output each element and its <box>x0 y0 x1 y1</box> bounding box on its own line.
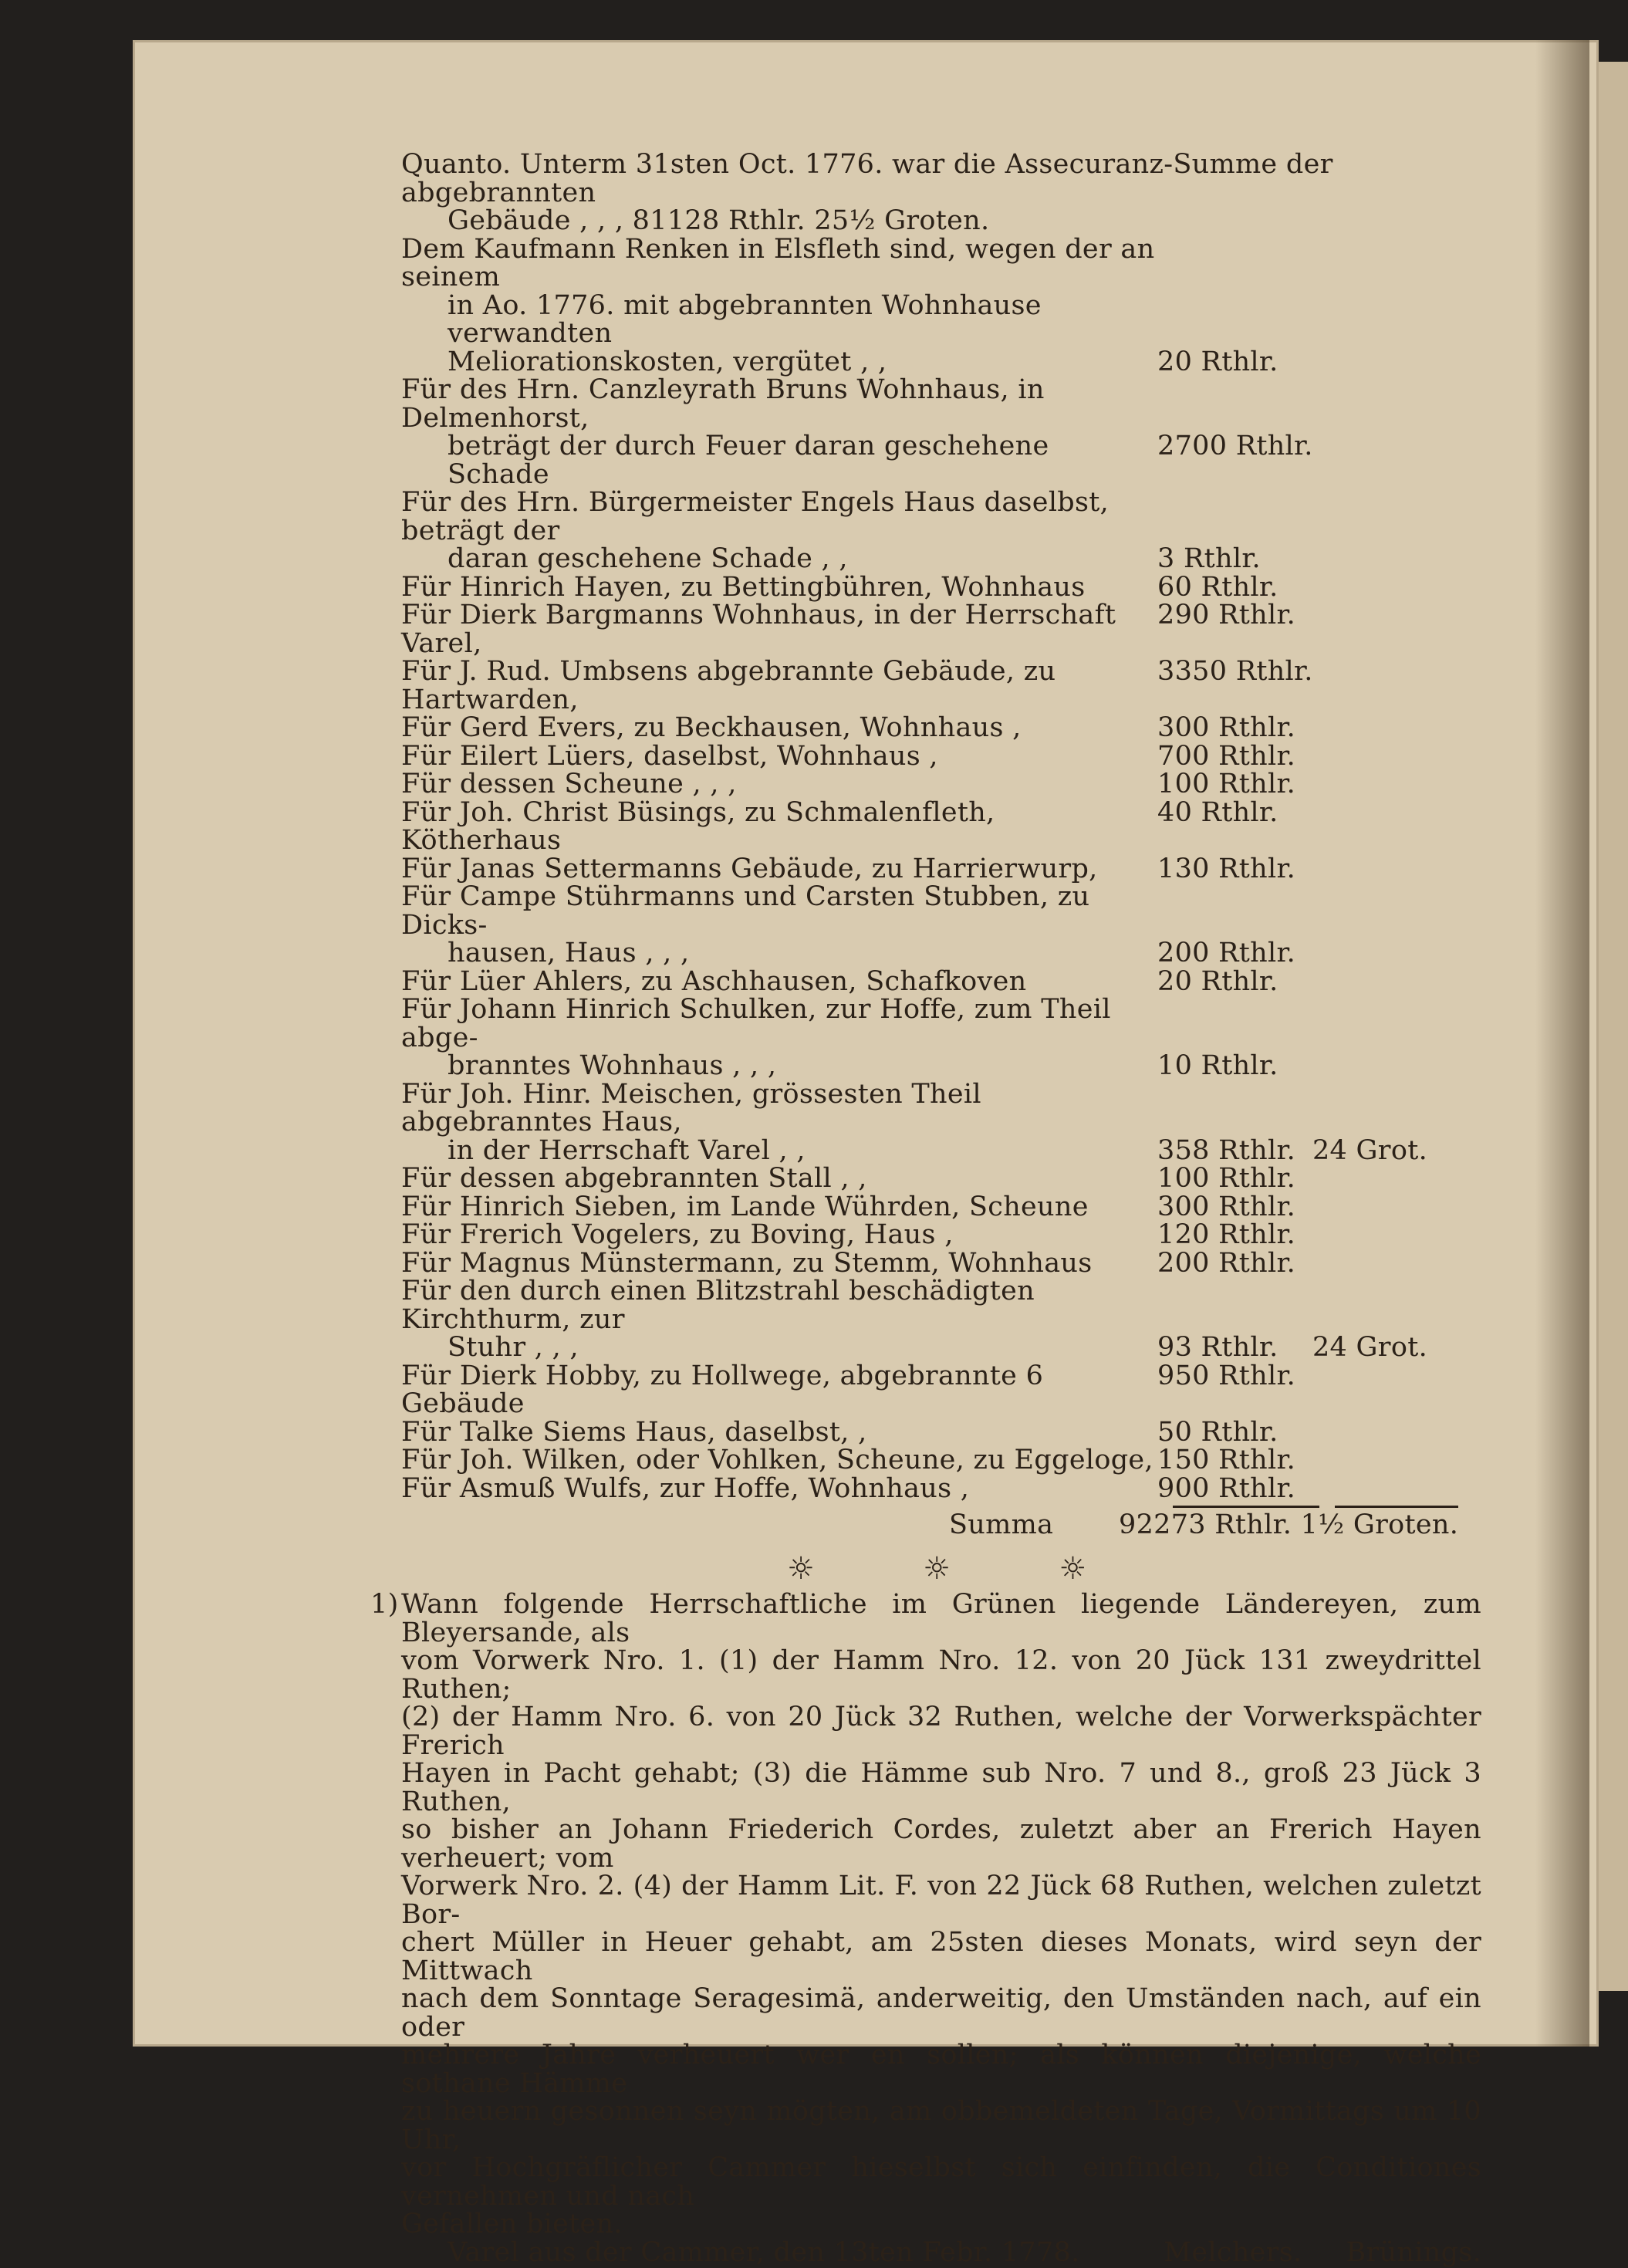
entry <box>401 770 1481 799</box>
entry <box>401 855 1481 884</box>
entry <box>401 1221 1481 1249</box>
rule-extra <box>1335 1506 1458 1508</box>
summa-amount: 92273 Rthlr. 1½ Groten. <box>1119 1509 1459 1540</box>
entry-line-row <box>401 573 1481 602</box>
entry <box>401 1249 1481 1278</box>
signature-2: Brünings. <box>1346 2236 1481 2268</box>
entry-text: Für dessen abgebrannten Stall , , <box>401 1163 867 1194</box>
entry-amount: 40 Rthlr. <box>1157 796 1278 828</box>
entry <box>401 1164 1481 1193</box>
entry-text: Für Dierk Bargmanns Wohnhaus, in der Herrschaft Varel, <box>401 600 1116 659</box>
entry-text: Dem Kaufmann Renken in Elsfleth sind, wegen der an seinem <box>401 233 1155 292</box>
entry-line-row <box>401 1472 1481 1504</box>
entry-text: daran geschehene Schade , , <box>448 543 848 574</box>
entry-text: Für Dierk Hobby, zu Hollwege, abgebrannte 6 Gebäude <box>401 1360 1044 1419</box>
notice-line: Vorwerk Nro. 2. (4) der Hamm Lit. F. von 22 Jück 68 Ruthen, welchen zuletzt Bor- <box>401 1871 1481 1930</box>
entry-text: Für Janas Settermanns Gebäude, zu Harrierwurp, <box>401 853 1098 884</box>
notice-line: nach dem Sonntage Seragesimä, anderweitig, den Umständen nach, auf ein oder <box>401 1983 1481 2043</box>
entry-amount: 358 Rthlr. <box>1157 1134 1296 1166</box>
entry-text: Für Magnus Münstermann, zu Stemm, Wohnhaus <box>401 1247 1093 1279</box>
entry-amount: 120 Rthlr. <box>1157 1219 1296 1250</box>
intro-line-2: Gebäude , , , 81128 Rthlr. 25½ Groten. <box>448 205 990 236</box>
entry-line-row <box>401 488 1481 545</box>
summa-rules <box>401 1506 1481 1508</box>
entry-line-row <box>401 1249 1481 1278</box>
summa-row <box>401 1511 1481 1540</box>
entry-text: Für Gerd Evers, zu Beckhausen, Wohnhaus , <box>401 712 1022 743</box>
entry-amount: 50 Rthlr. <box>1157 1416 1278 1448</box>
entry <box>401 995 1481 1080</box>
entry <box>401 601 1481 657</box>
notice-lines <box>401 1590 1481 2239</box>
notice-line: Hayen in Pacht gehabt; (3) die Hämme sub Nro. 7 und 8., groß 23 Jück 3 Ruthen, <box>401 1758 1481 1817</box>
entry-amount: 20 Rthlr. <box>1157 965 1278 997</box>
entry <box>401 1080 1481 1165</box>
entry-line-row <box>401 235 1481 292</box>
notice-line: so bisher an Johann Friederich Cordes, zuletzt aber an Frerich Hayen verheuert; vom <box>401 1814 1481 1874</box>
entry-text: Für des Hrn. Bürgermeister Engels Haus daselbst, beträgt der <box>401 487 1110 546</box>
entry-amount: 300 Rthlr. <box>1157 1191 1296 1222</box>
entry-text: Für Lüer Ahlers, zu Aschhausen, Schafkoven <box>401 965 1027 997</box>
entry-line-row <box>401 289 1481 349</box>
entry-amount: 900 Rthlr. <box>1157 1472 1296 1504</box>
entry-line-row <box>401 1446 1481 1475</box>
entry-groten: 24 Grot. <box>1312 1332 1427 1363</box>
entry-text: Für Asmuß Wulfs, zur Hoffe, Wohnhaus , <box>401 1472 970 1504</box>
entry <box>401 883 1481 968</box>
entry <box>401 1472 1481 1504</box>
entry <box>401 573 1481 602</box>
entry-line-row <box>401 348 1481 377</box>
notice-line: mehrere Jahre verheuert wer en sollen; als können diejenige, welche sothane Hämme <box>401 2040 1481 2099</box>
notice-line: Wann folgende Herrschaftliche im Grünen liegende Ländereyen, zum Bleyersande, als <box>401 1589 1481 1648</box>
intro-line-1: Quanto. Unterm 31sten Oct. 1776. war die Assecuranz-Summe der abgebrannten <box>401 149 1333 208</box>
notice-section <box>370 1589 1481 2268</box>
page-gutter-shadow <box>1535 40 1589 2047</box>
notice-line: vor Hochgräflicher Cammer hieselbst sich einfinden, die Conditiones vernehmen und nach <box>401 2152 1481 2212</box>
entry-text: Für Eilert Lüers, daselbst, Wohnhaus , <box>401 740 938 772</box>
entry-text: Für dessen Scheune , , , <box>401 769 737 799</box>
entry <box>401 657 1481 714</box>
entry <box>401 1418 1481 1447</box>
entry-line-row <box>401 432 1481 488</box>
entry-amount: 3 Rthlr. <box>1157 543 1261 574</box>
entry-text: Für Joh. Christ Büsings, zu Schmalenfleth, Kötherhaus <box>401 796 995 856</box>
entry <box>401 796 1481 856</box>
entry-text: Für Hinrich Sieben, im Lande Wührden, Scheune <box>401 1191 1089 1222</box>
entry-amount: 20 Rthlr. <box>1157 346 1278 377</box>
entry-amount: 290 Rthlr. <box>1157 600 1296 630</box>
entry-amount: 150 Rthlr. <box>1157 1445 1296 1475</box>
entry-line-row <box>401 965 1481 997</box>
notice-line: (2) der Hamm Nro. 6. von 20 Jück 32 Ruthen, welche der Vorwerkspächter Frerich <box>401 1702 1481 1761</box>
entry-amount: 130 Rthlr. <box>1157 853 1296 884</box>
entry-amount: 60 Rthlr. <box>1157 571 1278 603</box>
entry-amount: 10 Rthlr. <box>1157 1050 1278 1081</box>
entry-amount: 3350 Rthlr. <box>1157 656 1313 687</box>
entry-line-row <box>401 601 1481 657</box>
entry-line-row <box>401 545 1481 573</box>
ornament-sun-icon: ☼ <box>787 1550 816 1587</box>
entry-line-row <box>401 796 1481 856</box>
entry <box>401 1446 1481 1475</box>
entry-text: Für J. Rud. Umbsens abgebrannte Gebäude, zu Hartwarden, <box>401 656 1056 715</box>
entry-text: Für Joh. Hinr. Meischen, grössesten Theil abgebranntes Haus, <box>401 1078 981 1137</box>
entry <box>401 488 1481 573</box>
entry-text: Für des Hrn. Canzleyrath Bruns Wohnhaus, in Delmenhorst, <box>401 374 1045 434</box>
entry <box>401 1362 1481 1418</box>
entry-line-row <box>401 1193 1481 1222</box>
entry-groten: 24 Grot. <box>1312 1134 1427 1166</box>
notice-line: zu heuern gesonnen seyn mögten, am obbemeldeten Tage, Vormittags um 10 Uhr, <box>401 2096 1481 2155</box>
entry-line-row <box>401 995 1481 1052</box>
entry-text: Für Campe Stührmanns und Carsten Stubben, zu Dicks- <box>401 881 1090 941</box>
entry <box>401 376 1481 488</box>
entry-text: in der Herrschaft Varel , , <box>448 1134 806 1166</box>
entry-line-row <box>401 1134 1481 1166</box>
entry-line-row <box>401 657 1481 714</box>
ornament-sun-icon: ☼ <box>1059 1550 1087 1587</box>
entry <box>401 1277 1481 1362</box>
entry-line-row <box>401 883 1481 939</box>
entry-amount: 2700 Rthlr. <box>1157 431 1313 461</box>
entry-list <box>401 235 1481 1503</box>
ornament-row <box>401 1550 1481 1587</box>
entry-line-row <box>401 742 1481 771</box>
entry-amount: 200 Rthlr. <box>1157 938 1296 968</box>
entry-text: Stuhr , , , <box>448 1332 579 1363</box>
signatures <box>1164 2236 1481 2268</box>
entry-text: Für Joh. Wilken, oder Vohlken, Scheune, zu Eggeloge, <box>401 1445 1153 1475</box>
entry-line-row <box>401 714 1481 742</box>
entry <box>401 714 1481 742</box>
signoff-row <box>401 2236 1481 2268</box>
entry-text: Für Hinrich Hayen, zu Bettingbühren, Wohnhaus <box>401 571 1086 603</box>
entry-line-row <box>401 939 1481 968</box>
entry-line-row <box>401 855 1481 884</box>
entry-text: hausen, Haus , , , <box>448 938 690 968</box>
notice-paragraph <box>370 1589 1481 2239</box>
place-date: Varel aus der Cammer, den 13ten Febr. 1778. <box>448 2236 1080 2268</box>
entry <box>401 742 1481 771</box>
entry-amount: 300 Rthlr. <box>1157 712 1296 743</box>
entry-line-row <box>401 770 1481 799</box>
notice-number: 1) <box>370 1589 399 1620</box>
entry-text: Für Frerich Vogelers, zu Boving, Haus , <box>401 1219 954 1250</box>
signature-1: Melchers. <box>1164 2236 1302 2268</box>
summa-label: Summa <box>949 1509 1054 1540</box>
entry <box>401 1193 1481 1222</box>
entry-line-row <box>401 1052 1481 1080</box>
entry-amount: 100 Rthlr. <box>1157 1163 1296 1194</box>
entry-amount: 700 Rthlr. <box>1157 740 1296 772</box>
entry-text: Meliorationskosten, vergütet , , <box>448 346 887 377</box>
entry-amount: 93 Rthlr. <box>1157 1332 1278 1363</box>
entry-line-row <box>401 376 1481 432</box>
entry-line-row <box>401 1080 1481 1137</box>
entry-line-row <box>401 1333 1481 1362</box>
ornament-sun-icon: ☼ <box>923 1550 951 1587</box>
notice-line: vom Vorwerk Nro. 1. (1) der Hamm Nro. 12. von 20 Jück 131 zweydrittel Ruthen; <box>401 1645 1481 1705</box>
entry-line-row <box>401 1164 1481 1193</box>
entry-line-row <box>401 1277 1481 1333</box>
entry-line-row <box>401 1362 1481 1418</box>
entry-amount: 100 Rthlr. <box>1157 769 1296 799</box>
entry-text: Für Johann Hinrich Schulken, zur Hoffe, zum Theil abge- <box>401 994 1111 1053</box>
entry-line-row <box>401 1418 1481 1447</box>
entry <box>401 235 1481 377</box>
entry-line-row <box>401 1221 1481 1249</box>
entry-amount: 200 Rthlr. <box>1157 1247 1296 1279</box>
entry-text: beträgt der durch Feuer daran geschehene Schade <box>448 431 1049 490</box>
entry-text: in Ao. 1776. mit abgebrannten Wohnhause verwandten <box>448 289 1042 349</box>
entry-text: Für Talke Siems Haus, daselbst, , <box>401 1416 867 1448</box>
rule-amount <box>1173 1506 1319 1508</box>
notice-line: chert Müller in Heuer gehabt, am 25sten dieses Monats, wird seyn der Mittwach <box>401 1927 1481 1986</box>
entry-text: Für den durch einen Blitzstrahl beschädigten Kirchthurm, zur <box>401 1276 1035 1335</box>
entry <box>401 965 1481 997</box>
entry-text: branntes Wohnhaus , , , <box>448 1050 777 1081</box>
notice-line: Gefallen bieten. <box>401 2209 623 2239</box>
entry-amount: 950 Rthlr. <box>1157 1360 1296 1391</box>
document-text <box>370 149 1481 2268</box>
